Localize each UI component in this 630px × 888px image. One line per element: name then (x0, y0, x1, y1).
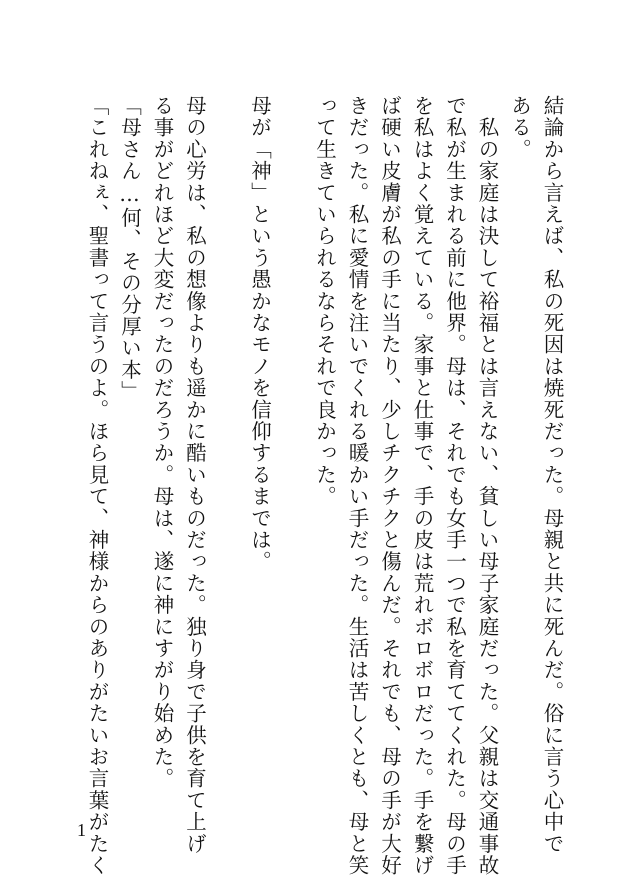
text-line: 私の家庭は決して裕福とは言えない、貧しい母子家庭だった。父親は交通事故 (475, 95, 499, 877)
blank-line (276, 95, 309, 825)
text-line: 「母さん…何、その分厚い本」 (117, 95, 142, 403)
text-line: 母が「神」という愚かなモノを信仰するまでは。 (247, 95, 272, 573)
text-line: きだった。私に愛情を注いでくれる暖かい手だった。生活は苦しくとも、母と笑 (345, 95, 369, 877)
body-text (81, 95, 569, 877)
text-line: 母の心労は、私の想像よりも遥かに酷いものだった。独り身で子供を育て上げ (182, 95, 207, 855)
text-line: ある。 (507, 95, 532, 161)
text-line: る事がどれほど大変だったのだろうか。母は、遂に神にすがり始めた。 (150, 95, 174, 790)
page-number: 1 (77, 820, 86, 840)
text-line: 「これねぇ、聖書って言うのよ。ほら見て、神様からのありがたいお言葉がたく (85, 95, 109, 877)
text-line: 結論から言えば、私の死因は焼死だった。母親と共に死んだ。俗に言う心中で (540, 95, 564, 855)
blank-line (211, 95, 244, 825)
text-line: を私はよく覚えている。家事と仕事で、手の皮は荒れボロボロだった。手を繋げ (410, 95, 434, 877)
text-line: って生きていられるならそれで良かった。 (312, 95, 337, 508)
text-line: ば硬い皮膚が私の手に当たり、少しチクチクと傷んだ。それでも、母の手が大好 (377, 95, 402, 877)
text-line: で私が生まれる前に他界。母は、それでも女手一つで私を育ててくれた。母の手 (442, 95, 467, 877)
